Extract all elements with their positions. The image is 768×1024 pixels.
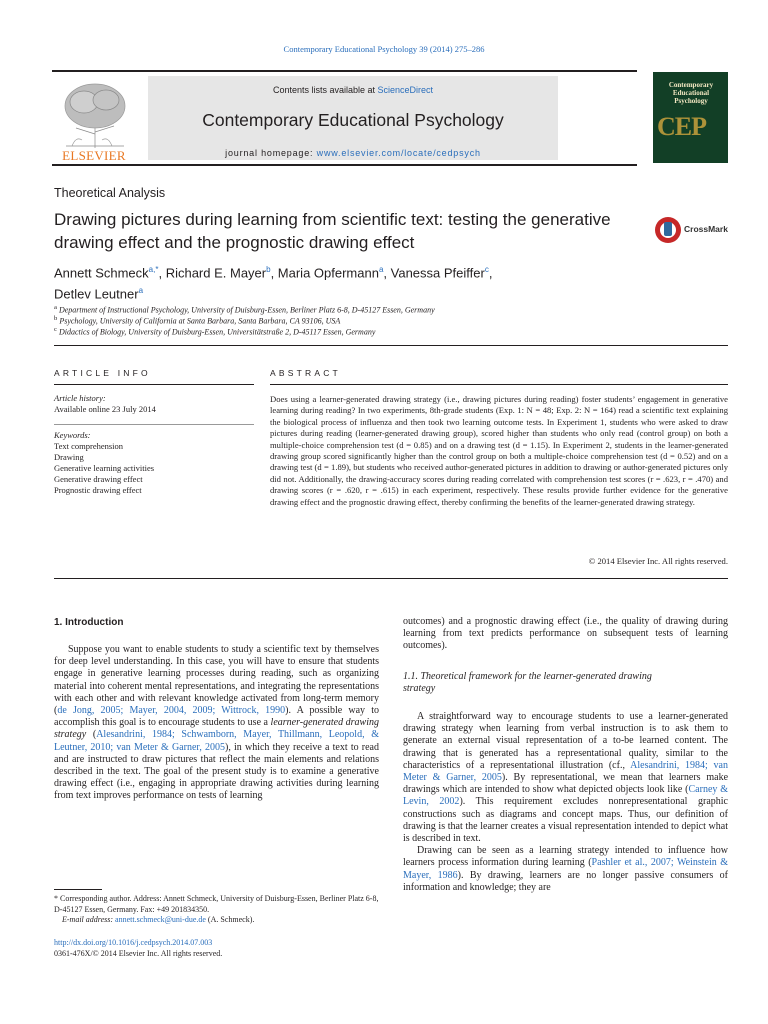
affiliation-text: Psychology, University of California at Santa Barbara, Santa Barbara, CA 93106, USA	[59, 316, 341, 326]
journal-title-box	[148, 76, 558, 160]
email-label: E-mail address:	[62, 915, 114, 924]
abstract-text: Does using a learner-generated drawing strategy (i.e., drawing pictures during reading) foster students’ engagement in generative learning during reading? In two experiments, 8th-grade students (Exp. 1: N = 48; Exp. 2: N = 164) read a scientific text explaining the biological process of influenza and then took two learning outcome tests. In Experiment 1, students who were asked to draw pictures during reading (learner-generated drawing group), scored higher than students who only read (control group) on both a multiple-choice comprehension test (d = 0.85) and on a drawing test (d = 1.15). In Experiment 2, students in the learner-generated drawing group scored significantly higher than the control group on both a multiple-choice comprehension test (d = 0.52) and on a drawing test (d = 1.89), but students who received author-generated pictures in addition to drawing or author-generated pictures only did not. Additionally, the drawing-accuracy scores during reading correlated with comprehension test scores (r = .623, r = .470) and drawing scores (r = .620, r = .615) in each experiment, respectively. These results provide further evidence for the generative drawing effect and the prognostic drawing effect, thereby confirming the benefits of the learner-generated drawing strategy.	[270, 394, 728, 507]
author-separator: ,	[488, 265, 493, 281]
citation-link[interactable]: Alesandrini, 1984; van Meter & Garner, 2005	[403, 759, 728, 784]
paragraph-text: ). A possible way to accomplish this goal is to encourage students to use a	[54, 705, 379, 729]
author-sup[interactable]: a	[138, 286, 144, 296]
cover-letters: CEP	[657, 112, 706, 141]
author-sup[interactable]: a	[378, 265, 384, 274]
journal-masthead	[52, 70, 637, 166]
doi-link[interactable]: http://dx.doi.org/10.1016/j.cedpsych.2014.07.003	[54, 938, 213, 947]
info-divider	[54, 384, 254, 385]
article-info-heading: ARTICLE INFO	[54, 368, 151, 378]
header-divider	[54, 345, 728, 346]
intro-paragraph	[54, 644, 379, 803]
abstract-copyright: © 2014 Elsevier Inc. All rights reserved.	[588, 556, 728, 566]
paragraph-text: A straightforward way to encourage students to use a learner-generated drawing strategy when learning from verbal instruction is to ask them to generate an external visual representation of a to-be learned content. The drawing that is generated has a representational quality, similar to the characteristics of a representational illustration (cf.,	[403, 711, 728, 771]
emphasis-text: learner-generated drawing strategy	[54, 717, 379, 741]
keywords-label: Keywords:	[54, 430, 91, 440]
cover-title: Contemporary Educational Psychology	[668, 81, 714, 105]
abstract-divider	[270, 384, 728, 385]
affiliation	[54, 315, 340, 326]
abstract-bottom-divider	[54, 578, 728, 579]
author-name: Annett Schmeck	[54, 265, 149, 281]
introduction-heading: 1. Introduction	[54, 617, 124, 628]
keyword: Generative drawing effect	[54, 474, 143, 484]
homepage-prefix: journal homepage:	[225, 148, 317, 158]
right-column-text	[403, 616, 728, 653]
crossmark-icon	[654, 215, 682, 245]
citation-link[interactable]: Alesandrini, 1984; Schwamborn, Mayer, Thillmann, Leopold, & Leutner, 2010; van Meter & Garner, 2005	[54, 729, 379, 753]
paragraph-text: Drawing can be seen as a learning strategy intended to influence how learners process information during learning (	[403, 845, 728, 869]
author-sup[interactable]: b	[266, 265, 271, 274]
homepage-line	[148, 148, 558, 158]
info-divider	[54, 424, 254, 425]
masthead-bottom-rule	[52, 164, 637, 166]
paragraph-text: outcomes) and a prognostic drawing effect (i.e., the quality of drawing during learning from text predicts performance on subsequent tests of learning outcomes).	[403, 616, 728, 652]
paper-title: Drawing pictures during learning from scientific text: testing the generative drawing effect and the prognostic drawing effect	[54, 210, 611, 252]
journal-reference[interactable]: Contemporary Educational Psychology 39 (2014) 275–286	[283, 44, 485, 54]
email-link[interactable]: annett.schmeck@uni-due.de	[115, 915, 206, 924]
citation-link[interactable]: de Jong, 2005; Mayer, 2004, 2009; Wittrock, 1990	[57, 705, 286, 717]
affiliation	[54, 304, 435, 315]
keyword: Text comprehension	[54, 441, 124, 451]
affiliation-sup: c	[54, 326, 57, 333]
affiliation-sup: a	[54, 304, 57, 311]
author-sup[interactable]: a,*	[148, 265, 159, 274]
affiliation	[54, 326, 375, 337]
homepage-link[interactable]: www.elsevier.com/locate/cedpsych	[316, 148, 481, 158]
masthead-top-rule	[52, 70, 637, 72]
issn-line: 0361-476X/© 2014 Elsevier Inc. All rights reserved.	[54, 949, 223, 958]
paragraph-text: (	[86, 729, 97, 741]
paragraph-text: ). By representational, we mean that learners make drawings which are intended to show what depicted objects look like (	[403, 772, 729, 796]
paragraph-text: Suppose you want to enable students to study a scientific text by themselves for deep level understanding. In this case, you will have to ensure that students engage in generative learning processes during reading, such as organizing material into coherent mental representations, and integrating the representations with each other and with relevant knowledge activated from long-term memory (	[54, 644, 379, 717]
author-list	[54, 261, 614, 304]
author-separator: ,	[158, 265, 166, 281]
subsection-text	[403, 711, 728, 894]
history-label: Article history:	[54, 393, 106, 403]
crossmark-button[interactable]	[654, 215, 734, 245]
footnote-rule	[54, 889, 102, 890]
author-name: Detlev Leutner	[54, 286, 139, 302]
subsection-heading: 1.1. Theoretical framework for the learner-generated drawing strategy	[403, 671, 652, 695]
email-suffix: (A. Schmeck).	[205, 915, 255, 924]
keyword: Prognostic drawing effect	[54, 485, 142, 495]
crossmark-label: CrossMark	[684, 224, 728, 234]
paragraph-text: ), in which they receive a text to read and are instructed to draw pictures that reflect the main elements and relations described in the text. The goal of the present study is to examine a generative drawing effect (i.e., engaging in appropriate drawing activities during learning from text improves performance on tests of learning	[54, 741, 379, 802]
history-value: Available online 23 July 2014	[54, 404, 156, 414]
author-separator: ,	[383, 265, 391, 281]
publisher-name: ELSEVIER	[62, 148, 126, 163]
contents-prefix: Contents lists available at	[272, 85, 378, 95]
author-name: Maria Opfermann	[277, 265, 379, 281]
affiliation-sup: b	[54, 315, 58, 322]
affiliation-text: Department of Instructional Psychology, University of Duisburg-Essen, Berliner Platz 6-8, D-45127 Essen, Germany	[58, 305, 435, 315]
article-type: Theoretical Analysis	[54, 186, 166, 200]
email-note	[62, 915, 379, 926]
citation-link[interactable]: Pashler et al., 2007; Weinstein & Mayer, 1986	[403, 857, 728, 881]
paragraph-text: ). By drawing, learners are no longer passive consumers of information and knowledge; they are	[403, 869, 728, 893]
paragraph-text: ). This requirement excludes nonrepresentational graphic constructions such as diagrams and concept maps. Thus, our definition of drawing is that the learner creates a visual representation intended to depict what is described in text.	[403, 796, 728, 845]
affiliation-text: Didactics of Biology, University of Duisburg-Essen, Universitätstraße 2, D-45117 Essen, Germany	[58, 327, 376, 337]
citation-link[interactable]: Carney & Levin, 2002	[403, 784, 729, 808]
journal-cover-image	[653, 72, 728, 163]
journal-title: Contemporary Educational Psychology	[202, 110, 504, 130]
abstract-heading: ABSTRACT	[270, 368, 341, 378]
author-separator: ,	[270, 265, 278, 281]
keyword: Drawing	[54, 452, 84, 462]
author-name: Richard E. Mayer	[165, 265, 267, 281]
contents-line	[148, 85, 558, 95]
corresponding-author-note: * Corresponding author. Address: Annett Schmeck, University of Duisburg-Essen, Berliner Platz 6-8, D-45127 Essen, Germany. Fax: +49 201834350.	[54, 894, 379, 914]
sciencedirect-link[interactable]: ScienceDirect	[377, 85, 434, 95]
keyword: Generative learning activities	[54, 463, 155, 473]
author-sup[interactable]: c	[484, 265, 489, 274]
author-name: Vanessa Pfeiffer	[390, 265, 485, 281]
